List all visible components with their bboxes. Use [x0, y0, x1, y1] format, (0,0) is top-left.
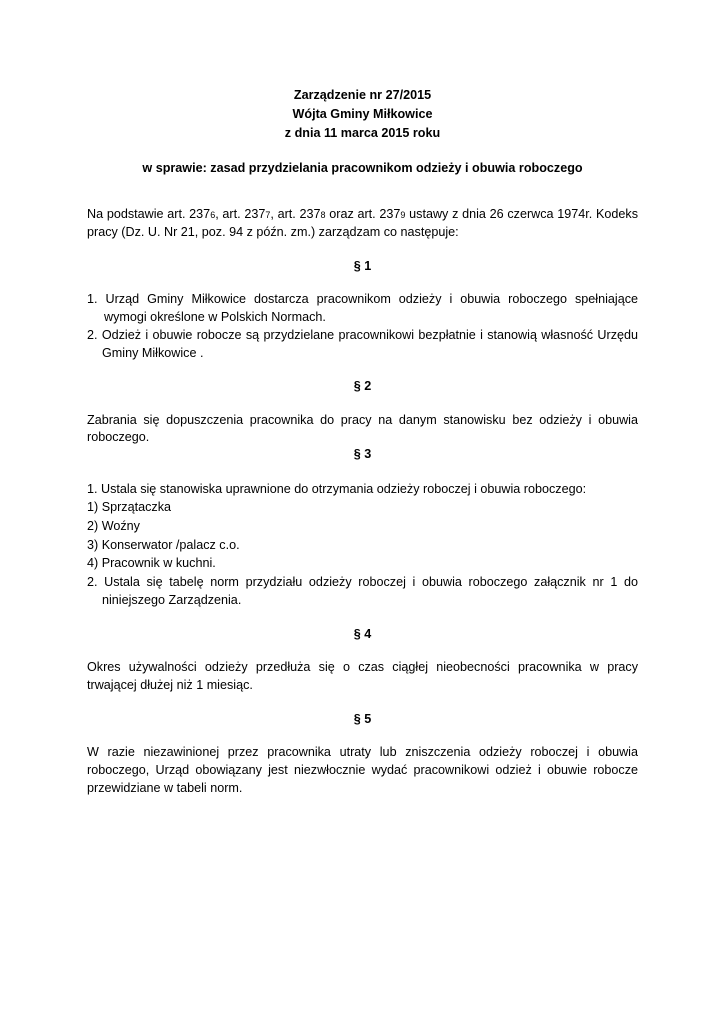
- section-2-line-1: Zabrania się dopuszczenia pracownika do pracy na danym stanowisku bez odzieży i obuwia: [87, 413, 638, 427]
- subject-line: w sprawie: zasad przydzielania pracownikom odzieży i obuwia roboczego: [142, 161, 583, 175]
- section-5-line-2: roboczego, Urząd obowiązany jest niezwłocznie wydać pracownikowi odzież i obuwie robocze: [87, 763, 638, 777]
- section-1-item-1-line-2: wymogi określone w Polskich Normach.: [104, 310, 326, 324]
- section-1-item-2-line-1: 2. Odzież i obuwie robocze są przydzielane pracownikowi bezpłatnie i stanowią własność Urzędu: [87, 328, 638, 342]
- section-5-heading: § 5: [353, 712, 372, 726]
- title-line-2: Wójta Gminy Miłkowice: [292, 107, 433, 121]
- section-2-line-2: roboczego.: [87, 430, 150, 444]
- preamble-line-2: pracy (Dz. U. Nr 21, poz. 94 z późn. zm.) zarządzam co następuje:: [87, 225, 459, 239]
- section-3-position-4: 4) Pracownik w kuchni.: [87, 556, 216, 570]
- title-line-1: Zarządzenie nr 27/2015: [293, 88, 432, 102]
- section-3-item-2-line-1: 2. Ustala się tabelę norm przydziału odzieży roboczej i obuwia roboczego załącznik nr 1 do: [87, 575, 638, 589]
- title-line-3: z dnia 11 marca 2015 roku: [284, 126, 441, 140]
- section-3-intro: 1. Ustala się stanowiska uprawnione do otrzymania odzieży roboczej i obuwia roboczego:: [87, 482, 587, 496]
- section-4-line-2: trwającej dłużej niż 1 miesiąc.: [87, 678, 253, 692]
- preamble-line-1: Na podstawie art. 2376, art. 2377, art. 2378 oraz art. 2379 ustawy z dnia 26 czerwca 1974r. Kodeks: [87, 207, 638, 221]
- section-3-item-2-line-2: niniejszego Zarządzenia.: [102, 593, 242, 607]
- section-1-heading: § 1: [353, 259, 372, 273]
- section-2-heading: § 2: [353, 379, 372, 393]
- section-4-heading: § 4: [353, 627, 372, 641]
- section-3-position-2: 2) Woźny: [87, 519, 140, 533]
- section-3-position-3: 3) Konserwator /palacz c.o.: [87, 538, 240, 552]
- section-3-position-1: 1) Sprzątaczka: [87, 500, 171, 514]
- section-4-line-1: Okres używalności odzieży przedłuża się o czas ciągłej nieobecności pracownika w pracy: [87, 660, 638, 674]
- section-5-line-3: przewidziane w tabeli norm.: [87, 781, 243, 795]
- section-1-item-1-line-1: 1. Urząd Gminy Miłkowice dostarcza pracownikom odzieży i obuwia roboczego spełniające: [87, 292, 638, 306]
- section-3-heading: § 3: [353, 447, 372, 461]
- section-5-line-1: W razie niezawinionej przez pracownika utraty lub zniszczenia odzieży roboczej i obuwia: [87, 745, 638, 759]
- section-1-item-2-line-2: Gminy Miłkowice .: [102, 346, 204, 360]
